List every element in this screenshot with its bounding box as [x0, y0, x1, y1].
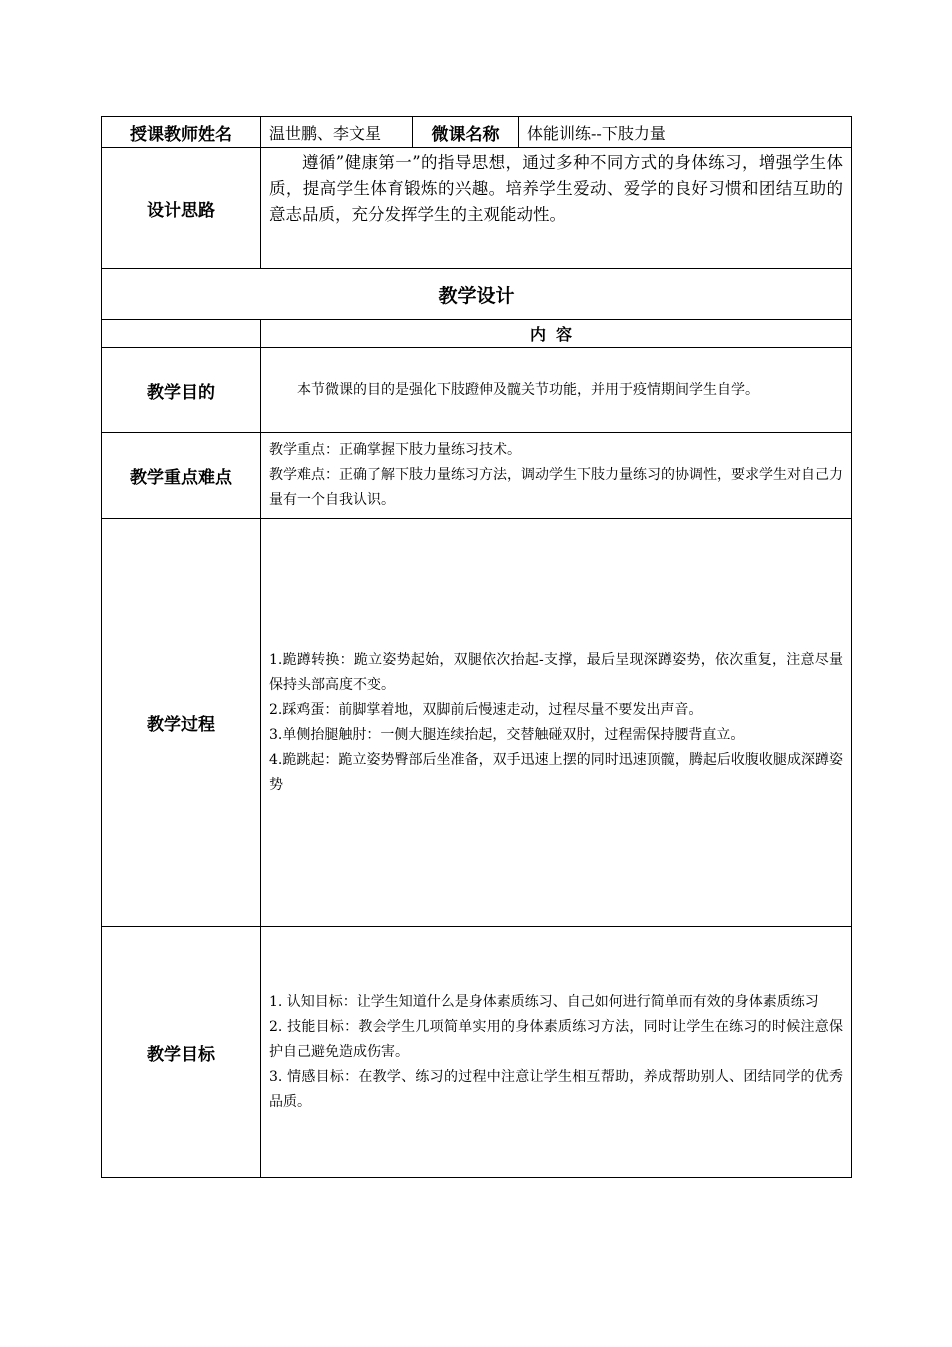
goals-cell — [261, 927, 852, 1178]
lesson-plan-table — [101, 116, 852, 1178]
design-idea-text: 遵循”健康第一”的指导思想，通过多种不同方式的身体练习，增强学生体质，提高学生体育锻炼的兴趣。培养学生爱动、爱学的良好习惯和团结互助的意志品质，充分发挥学生的主观能动性。 — [269, 153, 843, 224]
key-point-line: 教学重点：正确掌握下肢力量练习技术。 — [269, 442, 521, 458]
goal-item: 2. 技能目标：教会学生几项简单实用的身体素质练习方法，同时让学生在练习的时候注意保护自己避免造成伤害。 — [269, 1018, 843, 1060]
design-idea-cell — [261, 148, 852, 269]
purpose-row — [102, 348, 852, 433]
design-idea-row — [102, 148, 852, 269]
process-label: 教学过程 — [102, 519, 261, 927]
content-header-blank — [102, 320, 261, 348]
header-row — [102, 117, 852, 148]
course-name-label: 微课名称 — [413, 117, 519, 148]
process-item: 3.单侧抬腿触肘：一侧大腿连续抬起，交替触碰双肘，过程需保持腰背直立。 — [269, 726, 745, 743]
content-header: 内容 — [261, 320, 852, 348]
purpose-cell — [261, 348, 852, 433]
purpose-text: 本节微课的目的是强化下肢蹬伸及髋关节功能，并用于疫情期间学生自学。 — [297, 381, 759, 398]
purpose-label: 教学目的 — [102, 348, 261, 433]
content-header-row — [102, 320, 852, 348]
process-row — [102, 519, 852, 927]
key-points-label: 教学重点难点 — [102, 433, 261, 519]
key-points-cell — [261, 433, 852, 519]
process-item: 2.踩鸡蛋：前脚掌着地，双脚前后慢速走动，过程尽量不要发出声音。 — [269, 701, 703, 718]
process-item: 4.跪跳起：跪立姿势臀部后坐准备，双手迅速上摆的同时迅速顶髋，腾起后收腹收腿成深蹲姿势 — [269, 751, 843, 793]
section-title: 教学设计 — [102, 269, 852, 320]
course-name-value: 体能训练--下肢力量 — [519, 117, 852, 148]
goals-label: 教学目标 — [102, 927, 261, 1178]
section-title-row — [102, 269, 852, 320]
teacher-name-label: 授课教师姓名 — [102, 117, 261, 148]
goals-row — [102, 927, 852, 1178]
design-idea-label: 设计思路 — [102, 148, 261, 269]
goal-item: 3. 情感目标：在教学、练习的过程中注意让学生相互帮助，养成帮助别人、团结同学的优秀品质。 — [269, 1068, 843, 1110]
process-cell — [261, 519, 852, 927]
process-item: 1.跪蹲转换：跪立姿势起始，双腿依次抬起-支撑，最后呈现深蹲姿势，依次重复，注意尽量保持头部高度不变。 — [269, 651, 843, 693]
goal-item: 1. 认知目标：让学生知道什么是身体素质练习、自己如何进行简单而有效的身体素质练习 — [269, 993, 819, 1010]
key-points-row — [102, 433, 852, 519]
teacher-name-value: 温世鹏、李文星 — [261, 117, 413, 148]
difficulty-line: 教学难点：正确了解下肢力量练习方法，调动学生下肢力量练习的协调性，要求学生对自己力量有一个自我认识。 — [269, 467, 843, 508]
